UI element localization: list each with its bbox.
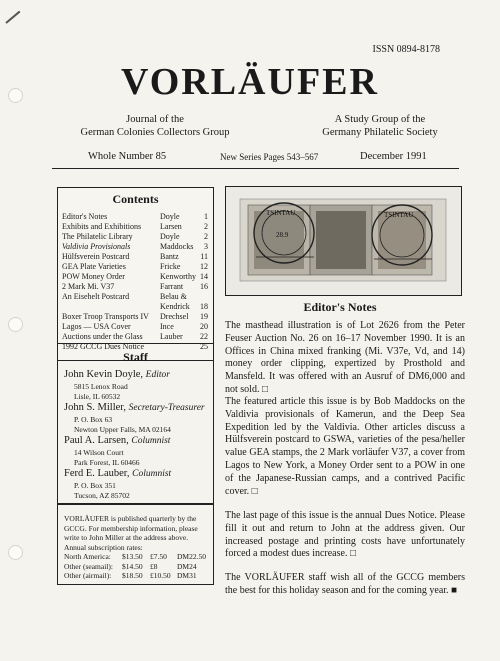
staff-name-line: [64, 401, 212, 415]
rate-gbp: £10.50: [150, 571, 171, 580]
pen-mark: [5, 11, 20, 24]
contents-title: 1992 GCCG Dues Notice: [62, 342, 144, 351]
staff-name-line: [64, 467, 212, 481]
contents-page: 18: [200, 302, 208, 311]
study-line-2: Germany Philatelic Society: [322, 127, 438, 138]
contents-page: 11: [200, 252, 208, 261]
contents-author: Fricke: [160, 262, 181, 271]
rate-region: Other (airmail):: [64, 571, 112, 580]
staff-address-line: 14 Wilson Court: [74, 448, 124, 457]
contents-page: 16: [200, 282, 208, 291]
staff-member: [64, 434, 212, 467]
rate-gbp: £7.50: [150, 552, 167, 561]
contents-title: POW Money Order: [62, 272, 125, 281]
journal-line-1: Journal of the: [126, 114, 184, 125]
staff-heading: Staff: [123, 350, 148, 364]
staff-box: [57, 343, 214, 505]
contents-page: 2: [204, 232, 208, 241]
contents-title: Lagos — USA Cover: [62, 322, 131, 331]
contents-page: 12: [200, 262, 208, 271]
contents-title: An Eisehelt Postcard: [62, 292, 130, 301]
masthead-title: VORLÄUFER: [121, 61, 379, 103]
journal-of: [50, 113, 260, 139]
contents-author: Doyle: [160, 232, 180, 241]
rate-usd: $14.50: [122, 561, 143, 571]
staff-address-line: Park Forest, IL 60466: [74, 457, 140, 467]
staff-name: John Kevin Doyle,: [64, 369, 144, 380]
contents-author: Farrant: [160, 282, 184, 291]
contents-author: Larsen: [160, 222, 182, 231]
postmark-right-text: TSINTAU: [384, 211, 414, 219]
contents-page: 1: [204, 212, 208, 221]
contents-title: Editor's Notes: [62, 212, 108, 221]
study-group: [280, 113, 480, 139]
contents-title: Exhibits and Exhibitions: [62, 222, 142, 231]
contents-page: 19: [200, 312, 208, 321]
contents-page: 25: [200, 342, 208, 351]
editor-paragraph-2: The featured article this issue is by Bob Maddocks on the Valdivia provisionals of Kamerun, and the Deep Sea Expedition led by the Valdivia. Other articles discuss a Hülfsverein postcard to GSWA, varieties of the pesa/heller value GEA stamps, the 2 Mark vorläufer V37, a cover from Lagos to New York, a Money Order sent to a POW in one of the Japanese-Russian camps, and a contrived Pacific cover. □: [225, 396, 465, 497]
rate-gbp: £8: [150, 561, 158, 571]
staff-name: Ferd E. Lauber,: [64, 468, 130, 479]
staff-member: [64, 467, 212, 500]
contents-author: Kenworthy: [160, 272, 196, 281]
staff-address-line: P. O. Box 63: [74, 415, 113, 424]
series-pages: New Series Pages 543–567: [220, 152, 319, 162]
contents-title: Valdivia Provisionals: [62, 242, 131, 251]
contents-heading: Contents: [112, 192, 159, 206]
whole-number: Whole Number 85: [88, 151, 167, 162]
contents-page: 3: [204, 242, 208, 251]
contents-author: Maddocks: [160, 242, 194, 251]
subscription-text: VORLÄUFER is published quarterly by the GCCG. For membership information, please write to John Miller at the address above. Annual subscription rates:: [64, 514, 198, 552]
editor-paragraph-3: The last page of this issue is the annual Dues Notice. Please fill it out and return to John at the address given. Our increased postage and printing costs have unfortunately forced a modest dues increase. □: [225, 510, 465, 560]
staff-member: [64, 368, 212, 401]
contents-author: Bantz: [160, 252, 179, 261]
punch-hole-bottom: [8, 545, 23, 560]
rate-usd: $13.50: [122, 552, 143, 561]
staff-name-line: [64, 434, 212, 448]
contents-author: Drechsel: [160, 312, 189, 321]
staff-role: Columnist: [131, 436, 171, 446]
rate-dm: DM24: [177, 561, 197, 571]
contents-author: Doyle: [160, 212, 180, 221]
staff-address-line: Lisle, IL 60532: [74, 391, 121, 401]
rate-usd: $18.50: [122, 571, 143, 580]
contents-author: Belau &: [160, 292, 187, 301]
staff-address-line: Tucson, AZ 85702: [74, 490, 130, 500]
rate-dm: DM22.50: [177, 552, 206, 561]
staff-name-line: [64, 368, 212, 382]
contents-title: Boxer Troop Transports IV: [62, 312, 149, 321]
issue-date: December 1991: [360, 151, 427, 162]
staff-name: John S. Miller,: [64, 402, 127, 413]
contents-title: GEA Plate Varieties: [62, 262, 126, 271]
rate-region: Other (seamail):: [64, 561, 113, 571]
contents-page: 14: [200, 272, 208, 281]
editor-paragraph-1: The masthead illustration is of Lot 2626 from the Peter Feuser Auction No. 26 on 16–17 November 1990. It is an Offices in China mixed franking (Mi. V37e, Vd, and 14) money order clipping, expertized by Prosthold and Mansfeld. It was offered with an Ausruf of DM6,000 and not sold. □: [225, 320, 465, 395]
staff-member: [64, 401, 212, 434]
contents-page: 20: [200, 322, 208, 331]
staff-address-line: P. O. Box 351: [74, 481, 116, 490]
contents-author: Ince: [160, 322, 174, 331]
rate-region: North America:: [64, 552, 111, 561]
contents-page: 2: [204, 222, 208, 231]
journal-line-2: German Colonies Collectors Group: [80, 127, 230, 138]
staff-role: Columnist: [132, 469, 172, 479]
rate-dm: DM31: [177, 571, 197, 580]
postmark-date-text: 28.9: [276, 231, 289, 239]
stamp-clipping-image: [226, 187, 461, 295]
editors-notes-heading: Editor's Notes: [303, 300, 377, 314]
subscription-box: [57, 503, 214, 585]
editor-paragraph-4: The VORLÄUFER staff wish all of the GCCG members the best for this holiday season and for the coming year. ■: [225, 572, 465, 596]
contents-title: 2 Mark Mi. V37: [62, 282, 115, 291]
study-line-1: A Study Group of the: [334, 114, 426, 125]
issn: ISSN 0894-8178: [372, 44, 440, 55]
contents-author: Kendrick: [160, 302, 190, 311]
staff-name: Paul A. Larsen,: [64, 435, 129, 446]
staff-address-line: 5815 Lenox Road: [74, 382, 128, 391]
contents-title: Auctions under the Glass: [62, 332, 143, 341]
contents-box: [57, 187, 214, 361]
contents-title: The Philatelic Library: [62, 232, 133, 241]
postmark-left-text: TSINTAU: [266, 209, 296, 217]
contents-page: 22: [200, 332, 208, 341]
staff-address-line: Newton Upper Falls, MA 02164: [74, 424, 171, 434]
staff-role: Secretary-Treasurer: [128, 403, 205, 413]
masthead-illustration: [225, 186, 462, 296]
contents-author: Lauber: [160, 332, 183, 341]
header-rule: [52, 168, 459, 169]
punch-hole-middle: [8, 317, 23, 332]
staff-role: Editor: [145, 370, 170, 380]
contents-title: Hülfsverein Postcard: [62, 252, 130, 261]
